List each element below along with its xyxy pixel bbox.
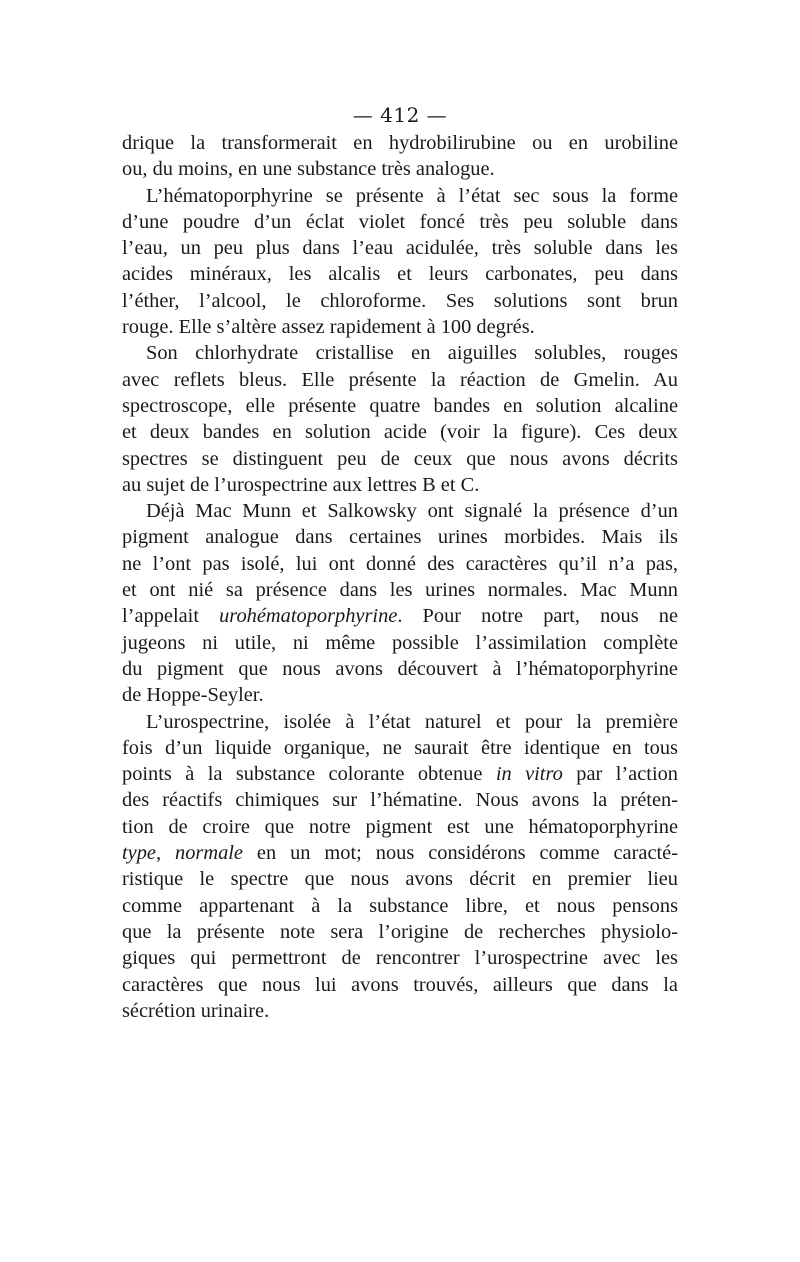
text-line xyxy=(122,761,678,787)
text-segment: . Pour notre part, nous ne xyxy=(397,605,678,628)
text-line xyxy=(122,972,678,998)
text-line xyxy=(122,919,678,945)
text-line xyxy=(122,446,678,472)
text-line xyxy=(122,577,678,603)
text-segment: caractères que nous lui avons trouvés, ailleurs que dans la xyxy=(122,973,678,996)
text-line xyxy=(122,524,678,550)
text-segment: acides minéraux, les alcalis et leurs carbonates, peu dans xyxy=(122,263,678,286)
text-line xyxy=(122,682,678,708)
text-segment: L’hématoporphyrine se présente à l’état sec sous la forme xyxy=(146,184,678,207)
text-segment: ristique le spectre que nous avons décrit en premier lieu xyxy=(122,868,678,891)
text-segment: spectroscope, elle présente quatre bandes en solution alcaline xyxy=(122,394,678,417)
text-segment: et ont nié sa présence dans les urines normales. Mac Munn xyxy=(122,579,678,602)
italic-term: urohématoporphyrine xyxy=(219,605,398,628)
page-number: — 412 — xyxy=(352,103,448,127)
text-segment: L’urospectrine, isolée à l’état naturel et pour la première xyxy=(146,710,678,733)
text-segment: pigment analogue dans certaines urines morbides. Mais ils xyxy=(122,526,678,549)
text-line xyxy=(122,656,678,682)
text-line xyxy=(122,209,678,235)
text-segment: Déjà Mac Munn et Salkowsky ont signalé la présence d’un xyxy=(146,500,678,523)
text-line xyxy=(122,130,678,156)
text-segment: de Hoppe-Seyler. xyxy=(122,684,264,707)
text-line xyxy=(122,367,678,393)
text-line xyxy=(122,945,678,971)
text-line xyxy=(122,998,678,1024)
italic-term: in vitro xyxy=(495,763,563,786)
text-line xyxy=(122,156,678,182)
text-segment: giques qui permettront de rencontrer l’urospectrine avec les xyxy=(122,947,678,970)
text-segment: que la présente note sera l’origine de recherches physiolo- xyxy=(122,920,678,943)
text-segment: sécrétion urinaire. xyxy=(122,999,270,1022)
text-segment: tion de croire que notre pigment est une hématoporphyrine xyxy=(122,815,678,838)
text-line xyxy=(122,814,678,840)
text-line xyxy=(122,866,678,892)
text-line xyxy=(122,603,678,629)
text-line xyxy=(122,472,678,498)
text-segment: rouge. Elle s’altère assez rapidement à 100 degrés. xyxy=(122,316,535,339)
italic-term: type xyxy=(122,842,156,865)
text-line xyxy=(122,419,678,445)
text-segment: ou, du moins, en une substance très analogue. xyxy=(122,158,495,181)
text-line xyxy=(122,735,678,761)
text-line xyxy=(122,235,678,261)
text-segment: l’eau, un peu plus dans l’eau acidulée, très soluble dans les xyxy=(122,237,678,260)
text-segment: d’une poudre d’un éclat violet foncé très peu soluble dans xyxy=(122,210,678,233)
text-line xyxy=(122,787,678,813)
text-line xyxy=(122,840,678,866)
body-text xyxy=(122,130,678,1024)
italic-term: normale xyxy=(175,842,243,865)
text-line xyxy=(122,314,678,340)
text-segment: du pigment que nous avons découvert à l’hématoporphyrine xyxy=(122,657,678,680)
text-segment: des réactifs chimiques sur l’hématine. Nous avons la préten- xyxy=(122,789,678,812)
text-line xyxy=(122,261,678,287)
text-segment: par l’action xyxy=(562,763,679,786)
text-segment: l’éther, l’alcool, le chloroforme. Ses solutions sont brun xyxy=(122,289,678,312)
text-line xyxy=(122,288,678,314)
text-segment: spectres se distinguent peu de ceux que nous avons décrits xyxy=(122,447,678,470)
text-line xyxy=(122,551,678,577)
text-line xyxy=(122,498,678,524)
text-segment: , xyxy=(155,842,176,865)
text-segment: avec reflets bleus. Elle présente la réaction de Gmelin. Au xyxy=(122,368,678,391)
text-segment: l’appelait xyxy=(122,605,220,628)
text-segment: en un mot; nous considérons comme caracté- xyxy=(242,842,678,865)
text-segment: ne l’ont pas isolé, lui ont donné des caractères qu’il n’a pas, xyxy=(122,552,678,575)
text-line xyxy=(122,340,678,366)
text-line xyxy=(122,893,678,919)
text-segment: drique la transformerait en hydrobilirubine ou en urobiline xyxy=(122,132,678,154)
text-segment: Son chlorhydrate cristallise en aiguilles solubles, rouges xyxy=(146,342,678,365)
text-segment: et deux bandes en solution acide (voir la figure). Ces deux xyxy=(122,421,678,444)
text-segment: au sujet de l’urospectrine aux lettres B et C. xyxy=(122,473,480,496)
text-line xyxy=(122,709,678,735)
text-segment: fois d’un liquide organique, ne saurait être identique en tous xyxy=(122,736,678,759)
text-segment: comme appartenant à la substance libre, et nous pensons xyxy=(122,894,678,917)
text-line xyxy=(122,393,678,419)
text-segment: jugeons ni utile, ni même possible l’assimilation complète xyxy=(122,631,678,654)
text-segment: points à la substance colorante obtenue xyxy=(122,763,496,786)
text-line xyxy=(122,183,678,209)
text-line xyxy=(122,630,678,656)
